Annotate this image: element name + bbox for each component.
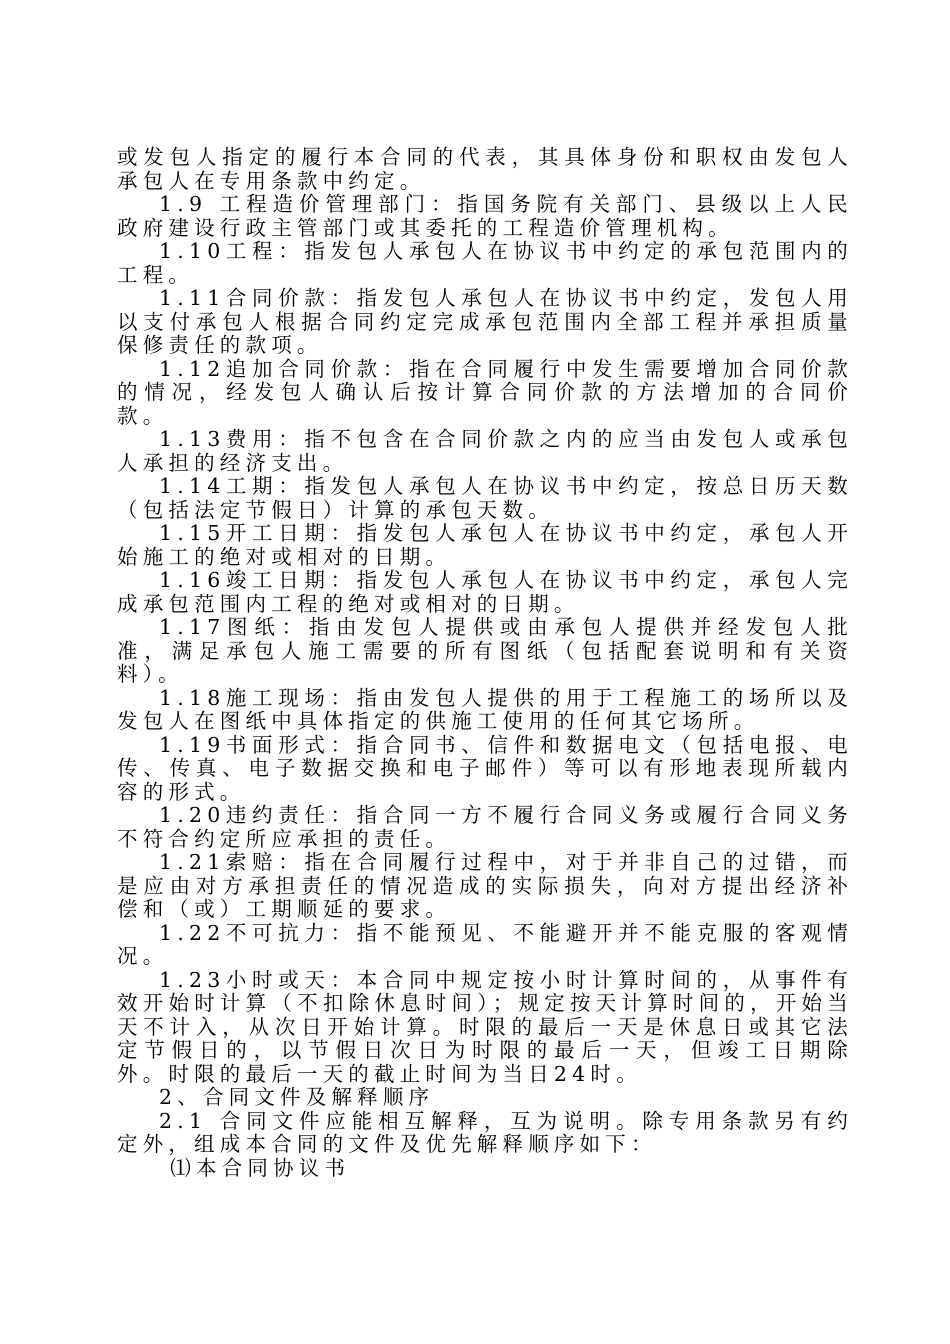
paragraph-1-20: 1.20违约责任：指合同一方不履行合同义务或履行合同义务不符合约定所应承担的责任。 [117,803,853,851]
paragraph-1-10: 1.10工程：指发包人承包人在协议书中约定的承包范围内的工程。 [117,239,853,287]
paragraph-1-18: 1.18施工现场：指由发包人提供的用于工程施工的场所以及发包人在图纸中具体指定的供施工使用的任何其它场所。 [117,685,853,733]
paragraph-2-1: 2.1 合同文件应能相互解释，互为说明。除专用条款另有约定外，组成本合同的文件及优先解释顺序如下： [117,1108,853,1156]
paragraph-1-14: 1.14工期：指发包人承包人在协议书中约定，按总日历天数（包括法定节假日）计算的承包天数。 [117,474,853,522]
paragraph-1-13: 1.13费用：指不包含在合同价款之内的应当由发包人或承包人承担的经济支出。 [117,427,853,475]
paragraph-1-16: 1.16竣工日期：指发包人承包人在协议书中约定，承包人完成承包范围内工程的绝对或相对的日期。 [117,568,853,616]
paragraph-1-21: 1.21索赔：指在合同履行过程中，对于并非自己的过错，而是应由对方承担责任的情况造成的实际损失，向对方提出经济补偿和（或）工期顺延的要求。 [117,850,853,921]
list-item-1: ⑴本合同协议书 [170,1155,351,1180]
paragraph-1-15: 1.15开工日期：指发包人承包人在协议书中约定，承包人开始施工的绝对或相对的日期。 [117,521,853,569]
paragraph-1-23: 1.23小时或天：本合同中规定按小时计算时间的，从事件有效开始时计算（不扣除休息时间）；规定按天计算时间的，开始当天不计入，从次日开始计算。时限的最后一天是休息日或其它法定节假日的，以节假日次日为时限的最后一天，但竣工日期除外。时限的最后一天的截止时间为当日24时。 [117,967,853,1086]
paragraph-1-22: 1.22不可抗力：指不能预见、不能避开并不能克服的客观情况。 [117,920,853,968]
paragraph-1-9: 1.9 工程造价管理部门：指国务院有关部门、县级以上人民政府建设行政主管部门或其委托的工程造价管理机构。 [117,192,853,240]
paragraph-1-11: 1.11合同价款：指发包人承包人在协议书中约定，发包人用以支付承包人根据合同约定完成承包范围内全部工程并承担质量保修责任的款项。 [117,286,853,357]
section-heading-2: 2、合同文件及解释顺序 [159,1085,435,1109]
paragraph-1-12: 1.12追加合同价款：指在合同履行中发生需要增加合同价款的情况，经发包人确认后按计算合同价款的方法增加的合同价款。 [117,356,853,428]
paragraph-1-17: 1.17图纸：指由发包人提供或由承包人提供并经发包人批准，满足承包人施工需要的所有图纸（包括配套说明和有关资料）。 [117,615,853,686]
document-body [117,146,853,1180]
paragraph-continuation: 或发包人指定的履行本合同的代表，其具体身份和职权由发包人承包人在专用条款中约定。 [117,145,853,193]
paragraph-1-19: 1.19书面形式：指合同书、信件和数据电文（包括电报、电传、传真、电子数据交换和电子邮件）等可以有形地表现所载内容的形式。 [117,732,853,804]
